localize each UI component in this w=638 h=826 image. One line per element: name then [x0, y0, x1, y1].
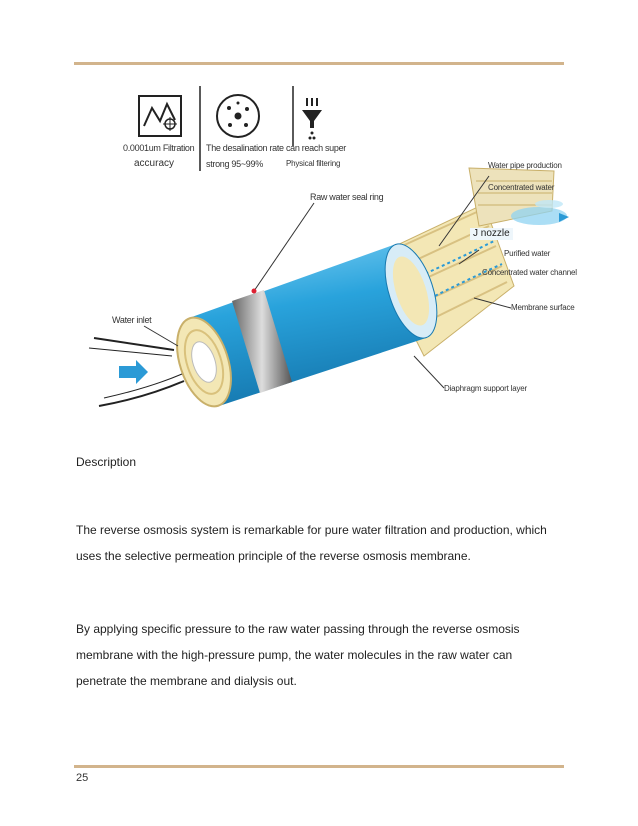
funnel-filter-icon	[302, 98, 322, 140]
label-concentrated-channel: Concentrated water channel	[482, 268, 577, 277]
mountain-filter-icon	[139, 96, 181, 136]
bottom-rule	[74, 765, 564, 768]
inlet-flow	[89, 338, 184, 406]
paragraph-1: The reverse osmosis system is remarkable for pure water filtration and production, which uses the selective permeation principle of the reverse osmosis membrane.	[76, 523, 547, 563]
label-concentrated-water: Concentrated water	[488, 183, 555, 192]
feature-1-line2: accuracy	[134, 158, 175, 169]
feature-1-line1: 0.0001um Filtration	[123, 143, 195, 153]
ro-membrane-figure	[74, 76, 577, 416]
seal-ring-marker	[252, 289, 257, 294]
feature-2-line2: strong 95~99%	[206, 159, 263, 169]
label-nozzle: J nozzle	[470, 228, 513, 240]
feature-3-line1: Physical filtering	[286, 159, 341, 168]
label-water-pipe: Water pipe production	[488, 161, 562, 170]
membrane-tube	[167, 238, 447, 414]
paragraph-2: By applying specific pressure to the raw water passing through the reverse osmosis membrane with the high-pressure pump, the water molecules in the raw water can penetrate the membrane and dialysis out.	[76, 622, 520, 688]
description-heading: Description	[76, 455, 137, 469]
feature-2-line1: The desalination rate can reach super	[206, 143, 346, 153]
label-membrane-surface: Membrane surface	[511, 303, 575, 312]
page-number: 25	[76, 772, 89, 784]
particles-icon	[217, 95, 259, 137]
top-rule	[74, 62, 564, 65]
label-water-inlet: Water inlet	[112, 315, 152, 325]
label-purified-water: Purified water	[504, 249, 551, 258]
label-seal-ring: Raw water seal ring	[310, 192, 384, 202]
label-diaphragm: Diaphragm support layer	[444, 384, 527, 393]
ro-membrane-illustration	[74, 76, 569, 416]
